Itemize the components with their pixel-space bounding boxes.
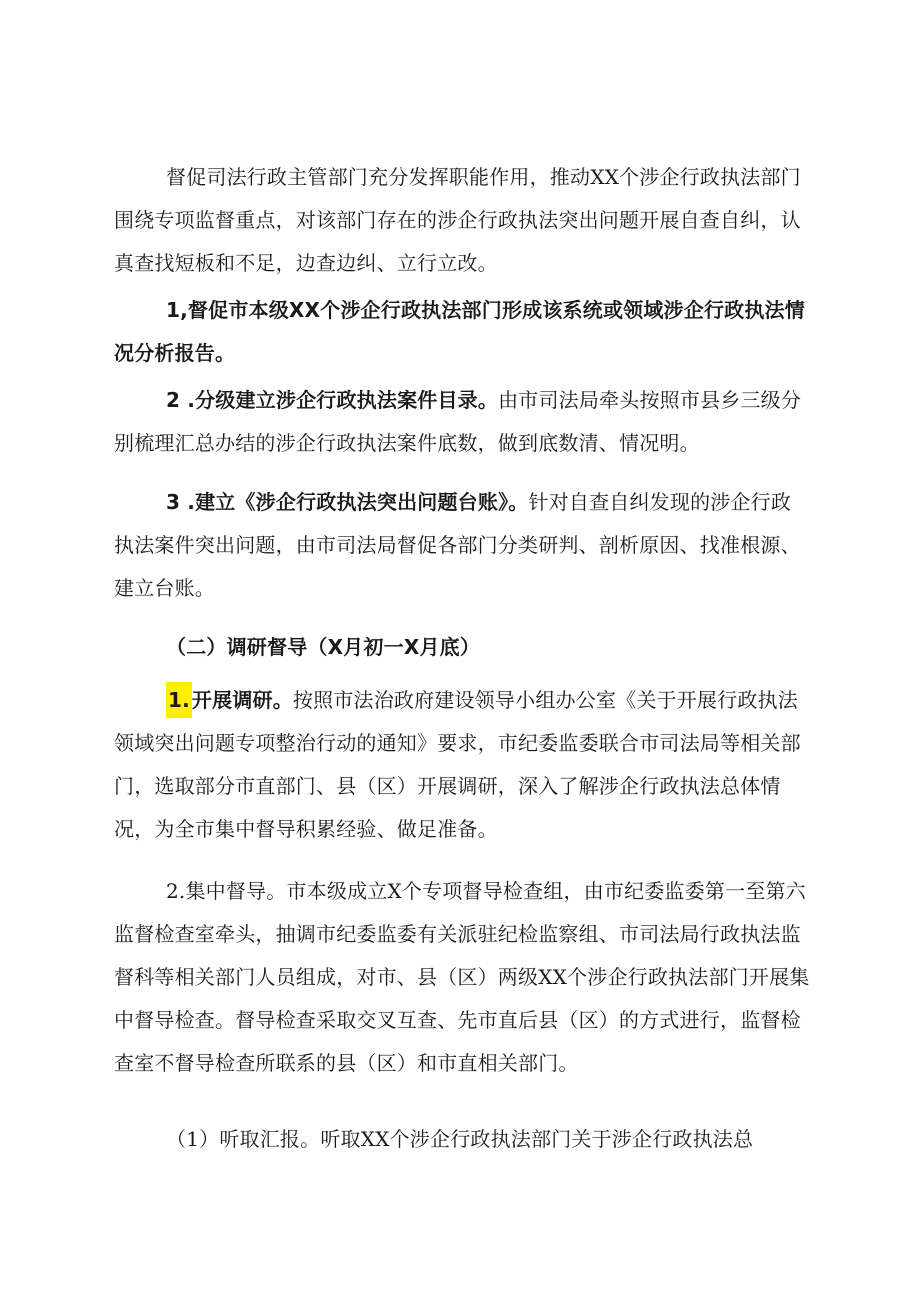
research-heading: 开展调研。	[191, 688, 293, 712]
paragraph-research	[114, 679, 810, 851]
paragraph-hearing-reports: （1）听取汇报。听取XX个涉企行政执法部门关于涉企行政执法总	[166, 1127, 754, 1151]
section-heading-research: （二）调研督导（X月初一X月底）	[166, 635, 481, 659]
paragraph-centralized-supervision: 2.集中督导。市本级成立X个专项督导检查组，由市纪委监委第一至第六监督检查室牵头，抽调市纪委监委有关派驻纪检监察组、市司法局行政执法监督科等相关部门人员组成，对市、县（区）两级XX个涉企行政执法部门开展集中督导检查。督导检查采取交叉互查、先市直后县（区）的方式进行，监督检查室不督导检查所联系的县（区）和市直相关部门。	[114, 879, 810, 1075]
paragraph-item-2-catalog	[114, 379, 810, 465]
item-2-heading: 2 .分级建立涉企行政执法案件目录。	[166, 388, 499, 412]
item-3-heading: 3 .建立《涉企行政执法突出问题台账》。	[166, 490, 529, 514]
item-3-body: 针对自查自纠发现的涉企行政执法案件突出问题，由市司法局督促各部门分类研判、剖析原因、找准根源、建立台账。	[114, 490, 801, 600]
item-2-body: 由市司法局牵头按照市县乡三级分别梳理汇总办结的涉企行政执法案件底数，做到底数清、情况明。	[114, 388, 802, 455]
research-body: 按照市法治政府建设领导小组办公室《关于开展行政执法领域突出问题专项整治行动的通知》要求，市纪委监委联合市司法局等相关部门，选取部分市直部门、县（区）开展调研，深入了解涉企行政执法总体情况，为全市集中督导积累经验、做足准备。	[114, 688, 801, 841]
paragraph-self-check: 督促司法行政主管部门充分发挥职能作用，推动XX个涉企行政执法部门围绕专项监督重点，对该部门存在的涉企行政执法突出问题开展自查自纠，认真查找短板和不足，边查边纠、立行立改。	[114, 165, 801, 275]
paragraph-item-1-report: 1,督促市本级XX个涉企行政执法部门形成该系统或领域涉企行政执法情况分析报告。	[114, 298, 805, 365]
highlighted-number: 1.	[166, 682, 192, 718]
paragraph-item-3-ledger	[114, 481, 810, 610]
